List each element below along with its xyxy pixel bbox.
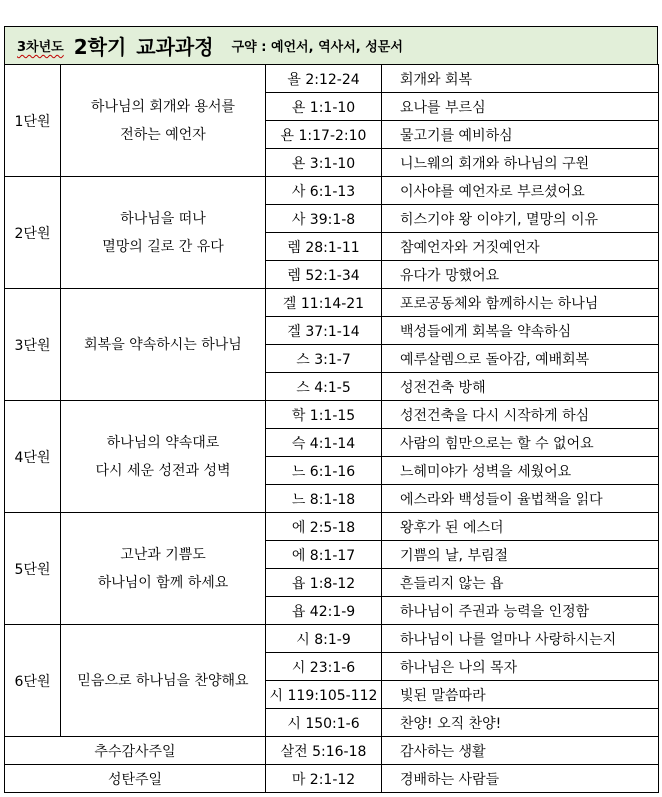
lesson-title: 이사야를 예언자로 부르셨어요 bbox=[382, 177, 659, 205]
lesson-title: 히스기야 왕 이야기, 멸망의 이유 bbox=[382, 205, 659, 233]
lesson-reference: 사 39:1-8 bbox=[266, 205, 382, 233]
lesson-title: 하나님이 나를 얼마나 사랑하시는지 bbox=[382, 625, 659, 653]
unit-theme-line: 하나님의 회개와 용서를 bbox=[90, 98, 236, 115]
lesson-row bbox=[5, 177, 659, 205]
unit-theme bbox=[61, 65, 266, 177]
unit-theme-line: 하나님이 함께 하세요 bbox=[97, 574, 229, 591]
lesson-reference: 사 6:1-13 bbox=[266, 177, 382, 205]
lesson-title: 감사하는 생활 bbox=[382, 737, 659, 765]
lesson-title: 백성들에게 회복을 약속하심 bbox=[382, 317, 659, 345]
lesson-title: 예루살렘으로 돌아감, 예배회복 bbox=[382, 345, 659, 373]
unit-label: 6단원 bbox=[5, 625, 61, 737]
lesson-reference: 욘 1:1-10 bbox=[266, 93, 382, 121]
lesson-reference: 슥 4:1-14 bbox=[266, 429, 382, 457]
lesson-title: 요나를 부르심 bbox=[382, 93, 659, 121]
lesson-reference: 느 8:1-18 bbox=[266, 485, 382, 513]
lesson-title: 니느웨의 회개와 하나님의 구원 bbox=[382, 149, 659, 177]
unit-label: 5단원 bbox=[5, 513, 61, 625]
lesson-title: 빛된 말씀따라 bbox=[382, 681, 659, 709]
lesson-title: 물고기를 예비하심 bbox=[382, 121, 659, 149]
unit-theme-line: 하나님의 약속대로 bbox=[106, 434, 220, 451]
lesson-reference: 시 150:1-6 bbox=[266, 709, 382, 737]
lesson-reference: 욘 3:1-10 bbox=[266, 149, 382, 177]
lesson-reference: 시 23:1-6 bbox=[266, 653, 382, 681]
unit-theme bbox=[61, 177, 266, 289]
lesson-reference: 욘 1:17-2:10 bbox=[266, 121, 382, 149]
curriculum-table bbox=[4, 64, 659, 793]
year-label: 3차년도 bbox=[17, 40, 64, 55]
special-sunday-name: 성탄주일 bbox=[5, 765, 266, 793]
books-label: 구약 : 예언서, 역사서, 성문서 bbox=[231, 40, 403, 55]
lesson-title: 느헤미야가 성벽을 세웠어요 bbox=[382, 457, 659, 485]
lesson-reference: 욥 1:8-12 bbox=[266, 569, 382, 597]
unit-label: 3단원 bbox=[5, 289, 61, 401]
lesson-reference: 욜 2:12-24 bbox=[266, 65, 382, 93]
lesson-reference: 시 8:1-9 bbox=[266, 625, 382, 653]
semester-label: 2학기 bbox=[73, 35, 127, 59]
lesson-reference: 에 2:5-18 bbox=[266, 513, 382, 541]
lesson-reference: 학 1:1-15 bbox=[266, 401, 382, 429]
special-row bbox=[5, 737, 659, 765]
lesson-reference: 스 4:1-5 bbox=[266, 373, 382, 401]
lesson-reference: 시 119:105-112 bbox=[266, 681, 382, 709]
lesson-reference: 에 8:1-17 bbox=[266, 541, 382, 569]
unit-theme-line: 하나님을 떠나 bbox=[120, 210, 206, 227]
unit-theme-line: 다시 세운 성전과 성벽 bbox=[95, 462, 231, 479]
lesson-row bbox=[5, 65, 659, 93]
lesson-row bbox=[5, 513, 659, 541]
unit-theme-line: 고난과 기쁨도 bbox=[120, 546, 206, 563]
lesson-title: 하나님이 주권과 능력을 인정함 bbox=[382, 597, 659, 625]
unit-label: 2단원 bbox=[5, 177, 61, 289]
lesson-title: 찬양! 오직 찬양! bbox=[382, 709, 659, 737]
unit-theme bbox=[61, 513, 266, 625]
lesson-reference: 겔 37:1-14 bbox=[266, 317, 382, 345]
lesson-reference: 렘 28:1-11 bbox=[266, 233, 382, 261]
lesson-title: 하나님은 나의 목자 bbox=[382, 653, 659, 681]
lesson-title: 사람의 힘만으로는 할 수 없어요 bbox=[382, 429, 659, 457]
lesson-title: 경배하는 사람들 bbox=[382, 765, 659, 793]
unit-theme-line: 회복을 약속하시는 하나님 bbox=[84, 336, 242, 353]
unit-label: 1단원 bbox=[5, 65, 61, 177]
unit-label: 4단원 bbox=[5, 401, 61, 513]
unit-theme bbox=[61, 289, 266, 401]
lesson-reference: 겔 11:14-21 bbox=[266, 289, 382, 317]
lesson-title: 포로공동체와 함께하시는 하나님 bbox=[382, 289, 659, 317]
lesson-title: 회개와 회복 bbox=[382, 65, 659, 93]
lesson-title: 에스라와 백성들이 율법책을 읽다 bbox=[382, 485, 659, 513]
lesson-reference: 느 6:1-16 bbox=[266, 457, 382, 485]
lesson-reference: 욥 42:1-9 bbox=[266, 597, 382, 625]
lesson-reference: 렘 52:1-34 bbox=[266, 261, 382, 289]
unit-theme bbox=[61, 401, 266, 513]
lesson-row bbox=[5, 289, 659, 317]
lesson-title: 성전건축을 다시 시작하게 하심 bbox=[382, 401, 659, 429]
lesson-reference: 살전 5:16-18 bbox=[266, 737, 382, 765]
lesson-reference: 마 2:1-12 bbox=[266, 765, 382, 793]
lesson-title: 왕후가 된 에스더 bbox=[382, 513, 659, 541]
curriculum-header bbox=[4, 26, 658, 64]
lesson-title: 유다가 망했어요 bbox=[382, 261, 659, 289]
unit-theme-line: 멸망의 길로 간 유다 bbox=[102, 238, 224, 255]
lesson-title: 기쁨의 날, 부림절 bbox=[382, 541, 659, 569]
lesson-title: 흔들리지 않는 욥 bbox=[382, 569, 659, 597]
special-row bbox=[5, 765, 659, 793]
lesson-title: 참예언자와 거짓예언자 bbox=[382, 233, 659, 261]
unit-theme-line: 믿음으로 하나님을 찬양해요 bbox=[77, 672, 249, 689]
special-sunday-name: 추수감사주일 bbox=[5, 737, 266, 765]
unit-theme-line: 전하는 예언자 bbox=[120, 126, 206, 143]
lesson-row bbox=[5, 401, 659, 429]
course-label: 교과과정 bbox=[136, 35, 214, 59]
lesson-reference: 스 3:1-7 bbox=[266, 345, 382, 373]
unit-theme bbox=[61, 625, 266, 737]
lesson-title: 성전건축 방해 bbox=[382, 373, 659, 401]
lesson-row bbox=[5, 625, 659, 653]
